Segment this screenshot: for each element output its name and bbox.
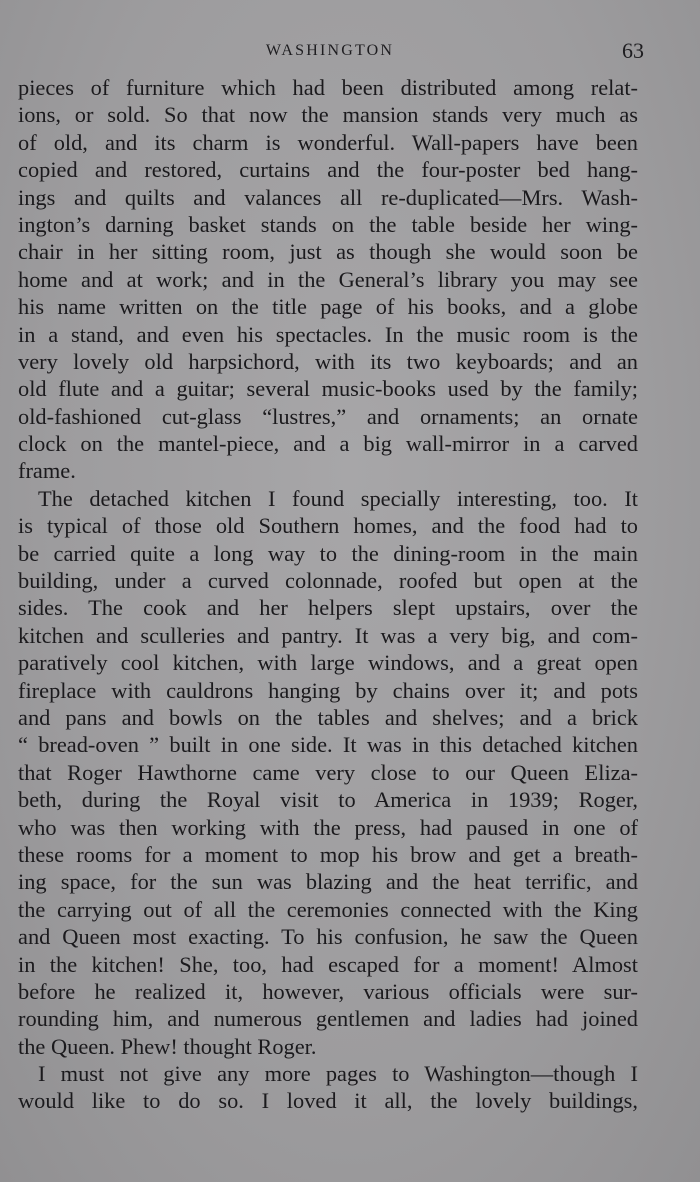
text-line: very lovely old harpsichord, with its two keyboards; and an (18, 348, 638, 374)
text-line: “ bread-oven ” built in one side. It was in this detached kitchen (18, 732, 638, 758)
body-text (18, 74, 638, 1115)
text-line: rounding him, and numerous gentlemen and ladies had joined (18, 1006, 638, 1032)
text-line: be carried quite a long way to the dining-room in the main (18, 540, 638, 566)
text-line: copied and restored, curtains and the four-poster bed hang- (18, 157, 638, 183)
text-line: in a stand, and even his spectacles. In the music room is the (18, 321, 638, 347)
text-line: home and at work; and in the General’s library you may see (18, 266, 638, 292)
text-line: chair in her sitting room, just as though she would soon be (18, 239, 638, 265)
text-line: fireplace with cauldrons hanging by chains over it; and pots (18, 677, 638, 703)
text-line: beth, during the Royal visit to America in 1939; Roger, (18, 787, 638, 813)
text-line: in the kitchen! She, too, had escaped for a moment! Almost (18, 951, 638, 977)
text-line: the carrying out of all the ceremonies connected with the King (18, 896, 638, 922)
text-line: and Queen most exacting. To his confusion, he saw the Queen (18, 924, 638, 950)
text-line: old-fashioned cut-glass “lustres,” and ornaments; an ornate (18, 403, 638, 429)
text-line: pieces of furniture which had been distributed among relat- (18, 75, 638, 100)
text-line: ions, or sold. So that now the mansion stands very much as (18, 102, 638, 128)
text-line: kitchen and sculleries and pantry. It was a very big, and com- (18, 622, 638, 648)
text-line: old flute and a guitar; several music-books used by the family; (18, 376, 638, 402)
text-line: who was then working with the press, had paused in one of (18, 814, 638, 840)
text-line: is typical of those old Southern homes, and the food had to (18, 513, 638, 539)
text-line: ing space, for the sun was blazing and the heat terrific, and (18, 869, 638, 895)
text-line: clock on the mantel-piece, and a big wall-mirror in a carved (18, 431, 638, 457)
text-line: building, under a curved colonnade, roofed but open at the (18, 568, 638, 594)
text-line: sides. The cook and her helpers slept upstairs, over the (18, 595, 638, 621)
text-line: ings and quilts and valances all re-duplicated—Mrs. Wash- (18, 184, 638, 210)
text-line: ington’s darning basket stands on the table beside her wing- (18, 211, 638, 237)
text-line: his name written on the title page of his books, and a globe (18, 294, 638, 320)
running-head (0, 38, 700, 68)
running-title: WASHINGTON (265, 42, 395, 59)
text-line: that Roger Hawthorne came very close to our Queen Eliza- (18, 759, 638, 785)
page-number: 63 (622, 38, 644, 63)
paragraph-end-line: frame. (18, 458, 76, 484)
paragraph-end-line: the Queen. Phew! thought Roger. (18, 1033, 317, 1059)
text-line: would like to do so. I loved it all, the lovely buildings, (18, 1088, 638, 1114)
text-line: these rooms for a moment to mop his brow and get a breath- (18, 841, 638, 867)
paragraph-start-line: I must not give any more pages to Washington—though I (38, 1061, 638, 1087)
text-line: and pans and bowls on the tables and shelves; and a brick (18, 704, 638, 730)
text-line: before he realized it, however, various officials were sur- (18, 978, 638, 1004)
text-line: of old, and its charm is wonderful. Wall-papers have been (18, 129, 638, 155)
paragraph-start-line: The detached kitchen I found specially interesting, too. It (38, 485, 638, 511)
text-line: paratively cool kitchen, with large windows, and a great open (18, 650, 638, 676)
